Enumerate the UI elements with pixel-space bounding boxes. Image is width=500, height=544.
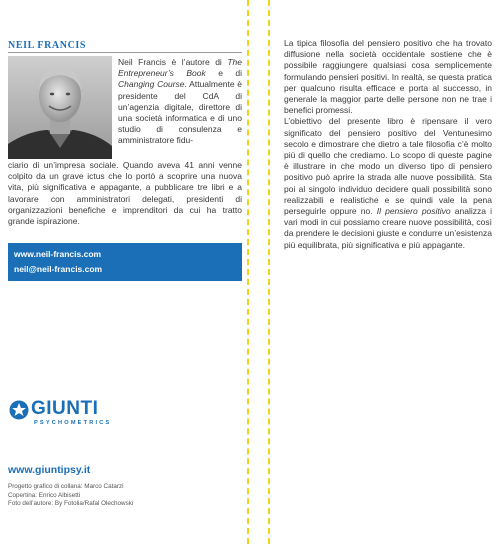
blurb — [284, 38, 492, 251]
credits — [8, 483, 133, 509]
publisher-website-link[interactable]: www.giuntipsy.it — [8, 464, 91, 476]
divider — [8, 52, 242, 53]
author-web-box — [8, 243, 242, 281]
author-photo — [8, 56, 112, 159]
spine-line-right — [268, 0, 270, 544]
blurb-paragraph-2: L’obiettivo del presente libro è ripensare il vero significato del pensiero positivo del Ventunesimo secolo e dimostrare che dietro a tale filosofia c’è molto più di quello che crediamo. Lo scopo di queste pagine è illustrare in che modo un diverso tipo di pensiero positivo può aprire la strada alle nuove possibilità. Sta poi al singolo individuo decidere quali possibilità sono realizzabili e realistiche e se quindi vale la pena perseguirle oppure no. Il pensiero positivo analizza i vari modi in cui possiamo creare nuove possibilità, così da prendere le decisioni giuste e condurre un’esistenza più equilibrata, più significativa e più appagante. — [284, 116, 492, 250]
publisher-logo-text: GIUNTI — [31, 398, 99, 419]
author-email-link[interactable]: neil@neil-francis.com — [14, 264, 103, 274]
publisher-logo — [9, 398, 149, 438]
spine-line-left — [247, 0, 249, 544]
credit-line: Copertina: Enrico Albisetti — [8, 491, 81, 499]
author-name: NEIL FRANCIS — [8, 40, 87, 51]
back-cover-left — [0, 0, 245, 544]
author-bio-side: Neil Francis è l’autore di The Entrepreneur’s Book e di Changing Course. Attualmente è presidente del CdA di un’agenzia digitale, direttore di una società informatica e di uno studio di consulenza e amministratore fidu- — [118, 57, 243, 146]
author-bio: ciario di un’impresa sociale. Quando aveva 41 anni venne colpito da un grave ictus che lo portò a scoprire una nuova vita, più significativa e appagante, a pubblicare tre libri e a lavorare con amministratori delegati, presidenti di organizzazioni benefiche e imprenditori da cui ha tratto grande ispirazione. — [8, 160, 242, 227]
back-cover-right — [272, 0, 500, 544]
author-website-link[interactable]: www.neil-francis.com — [14, 249, 102, 259]
blurb-paragraph-1: La tipica filosofia del pensiero positivo che ha trovato diffusione nella società occidentale sostiene che è possibile raggiungere qualsiasi cosa semplicemente formulando pensieri positivi. In realtà, se questa pratica per qualcuno risulta efficace e porta al successo, in generale la maggior parte delle persone non ne trae i benefici promessi. — [284, 38, 492, 116]
publisher-logo-subtitle: PSYCHOMETRICS — [34, 420, 112, 426]
spine — [245, 0, 272, 544]
publisher-logo-icon — [9, 400, 29, 420]
credit-line: Progetto grafico di collana: Marco Catarzi — [8, 483, 124, 490]
credit-line: Foto dell’autore: By Fotolia/Rafal Olechowski — [8, 500, 134, 508]
